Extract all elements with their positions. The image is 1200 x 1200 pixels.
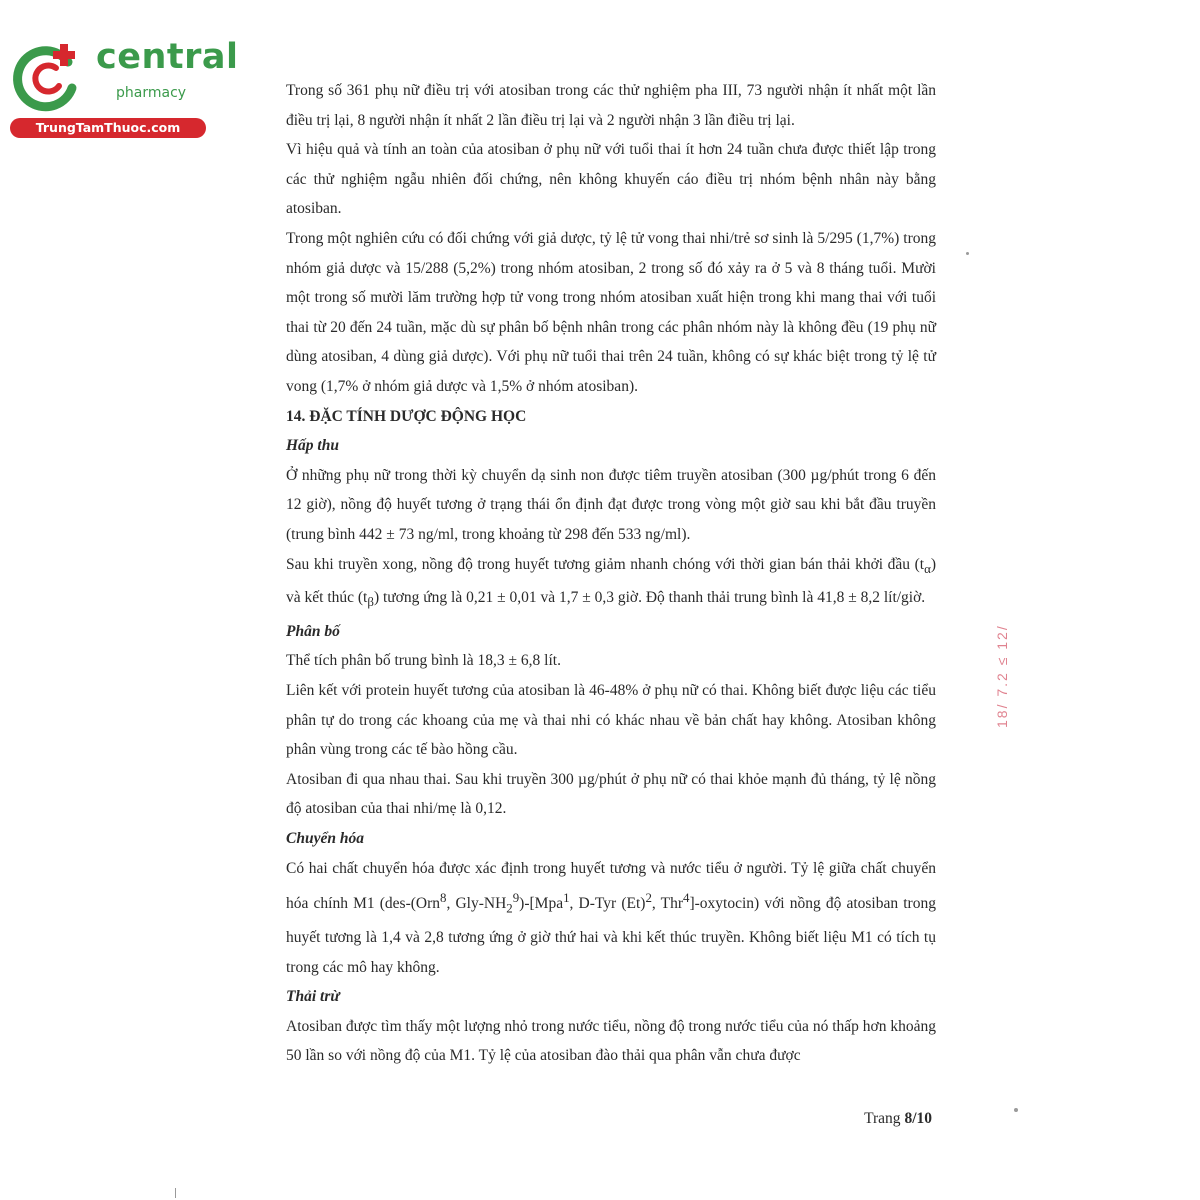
subheading-distribution: Phân bố (286, 622, 340, 640)
text-segment: ]-oxytocin) với nồng độ atosiban trong huyết tương là 1,4 và 2,8 tương ứng ở giờ thứ hai và khi kết thúc truyền. Không biết liệu M1 có tích tụ trong các mô hay không. (286, 895, 936, 976)
subscript: 2 (506, 900, 513, 916)
superscript: 2 (645, 890, 652, 906)
subheading-excretion: Thải trừ (286, 988, 340, 1006)
superscript: 9 (512, 890, 520, 906)
superscript: 8 (440, 890, 447, 906)
subscript-alpha: α (924, 560, 931, 576)
paragraph-distribution-1: Thể tích phân bố trung bình là 18,3 ± 6,8 lít. (286, 652, 561, 670)
document-body (286, 76, 936, 1071)
subheading-metabolism: Chuyển hóa (286, 830, 364, 848)
text-segment: , D-Tyr (Et) (569, 895, 646, 913)
page-count: 8/10 (904, 1110, 932, 1127)
paragraph-mortality: Trong một nghiên cứu có đối chứng với giả dược, tỷ lệ tử vong thai nhi/trẻ sơ sinh là 5/295 (1,7%) trong nhóm giả dược và 15/288 (5,2%) trong nhóm atosiban, 2 trong số đó xảy ra ở 5 và 8 tháng tuổi. Mười một trong số mười lăm trường hợp tử vong trong nhóm atosiban xuất hiện trong khi mang thai với tuổi thai từ 20 đến 24 tuần, mặc dù sự phân bố bệnh nhân trong các phân nhóm này là không đều (19 phụ nữ dùng atosiban, 4 dùng giả dược). Với phụ nữ tuổi thai trên 24 tuần, không có sự khác biệt trong tỷ lệ tử vong (1,7% ở nhóm giả dược và 1,5% ở nhóm atosiban). (286, 229, 936, 395)
text-segment: ) và kết thúc (t (286, 555, 936, 607)
paragraph-distribution-3: Atosiban đi qua nhau thai. Sau khi truyền 300 µg/phút ở phụ nữ có thai khỏe mạnh đủ tháng, tỷ lệ nồng độ atosiban của thai nhi/mẹ là 0,12. (286, 770, 936, 818)
scan-speck (966, 252, 969, 255)
subheading-absorption: Hấp thu (286, 437, 339, 455)
logo-banner: TrungTamThuoc.com (10, 118, 206, 138)
text-segment: ) tương ứng là 0,21 ± 0,01 và 1,7 ± 0,3 giờ. Độ thanh thải trung bình là 41,8 ± 8,2 lít/giờ. (373, 589, 926, 607)
scan-edge-mark (175, 1188, 176, 1198)
paragraph-excretion: Atosiban được tìm thấy một lượng nhỏ trong nước tiểu, nồng độ trong nước tiểu của nó thấp hơn khoảng 50 lần so với nồng độ của M1. Tỷ lệ của atosiban đào thải qua phân vẫn chưa được (286, 1017, 936, 1065)
text-segment: Sau khi truyền xong, nồng độ trong huyết tương giảm nhanh chóng với thời gian bán thải khởi đầu (t (286, 555, 925, 573)
text-segment: )-[Mpa (519, 895, 564, 913)
paragraph-retreatment: Trong số 361 phụ nữ điều trị với atosiban trong các thử nghiệm pha III, 73 người nhận ít nhất một lần điều trị lại, 8 người nhận ít nhất 2 lần điều trị lại và 2 người nhận 3 lần điều trị lại. (286, 82, 936, 129)
page-number (864, 1110, 932, 1128)
paragraph-efficacy-safety: Vì hiệu quả và tính an toàn của atosiban ở phụ nữ với tuổi thai ít hơn 24 tuần chưa được thiết lập trong các thử nghiệm ngẫu nhiên đối chứng, nên không khuyến cáo điều trị nhóm bệnh nhân này bằng atosiban. (286, 141, 936, 218)
text-segment: Có hai chất chuyển hóa được xác định trong huyết tương và nước tiểu ở người. Tỷ lệ giữa chất chuyển hóa chính M1 (des-(Orn (286, 859, 936, 913)
logo-wordmark: central (96, 37, 239, 77)
paragraph-metabolism (286, 854, 936, 983)
section-heading: 14. ĐẶC TÍNH DƯỢC ĐỘNG HỌC (286, 407, 527, 425)
subscript-beta: β (367, 594, 374, 610)
page-label: Trang (864, 1110, 905, 1127)
paragraph-absorption-2 (286, 550, 936, 617)
logo-subtitle: pharmacy (116, 85, 187, 101)
paragraph-distribution-2: Liên kết với protein huyết tương của atosiban là 46-48% ở phụ nữ có thai. Không biết được liệu các tiểu phân tự do trong các khoang của mẹ và thai nhi có khác nhau về bản chất hay không. Atosiban không phân vùng trong các tế bào hồng cầu. (286, 682, 936, 759)
superscript: 4 (683, 890, 690, 906)
text-segment: , Thr (651, 895, 683, 913)
pharmacy-cross-logo-icon (10, 40, 86, 116)
superscript: 1 (563, 890, 570, 906)
central-pharmacy-logo (10, 37, 239, 138)
margin-stamp: 18/ 7.2 ≤ 12/ (994, 624, 1010, 728)
scan-speck (1014, 1108, 1018, 1112)
paragraph-absorption-1: Ở những phụ nữ trong thời kỳ chuyển dạ sinh non được tiêm truyền atosiban (300 µg/phút trong 6 đến 12 giờ), nồng độ huyết tương ở trạng thái ổn định đạt được trong vòng một giờ sau khi bắt đầu truyền (trung bình 442 ± 73 ng/ml, trong khoảng từ 298 đến 533 ng/ml). (286, 466, 936, 543)
text-segment: , Gly-NH (446, 895, 507, 913)
